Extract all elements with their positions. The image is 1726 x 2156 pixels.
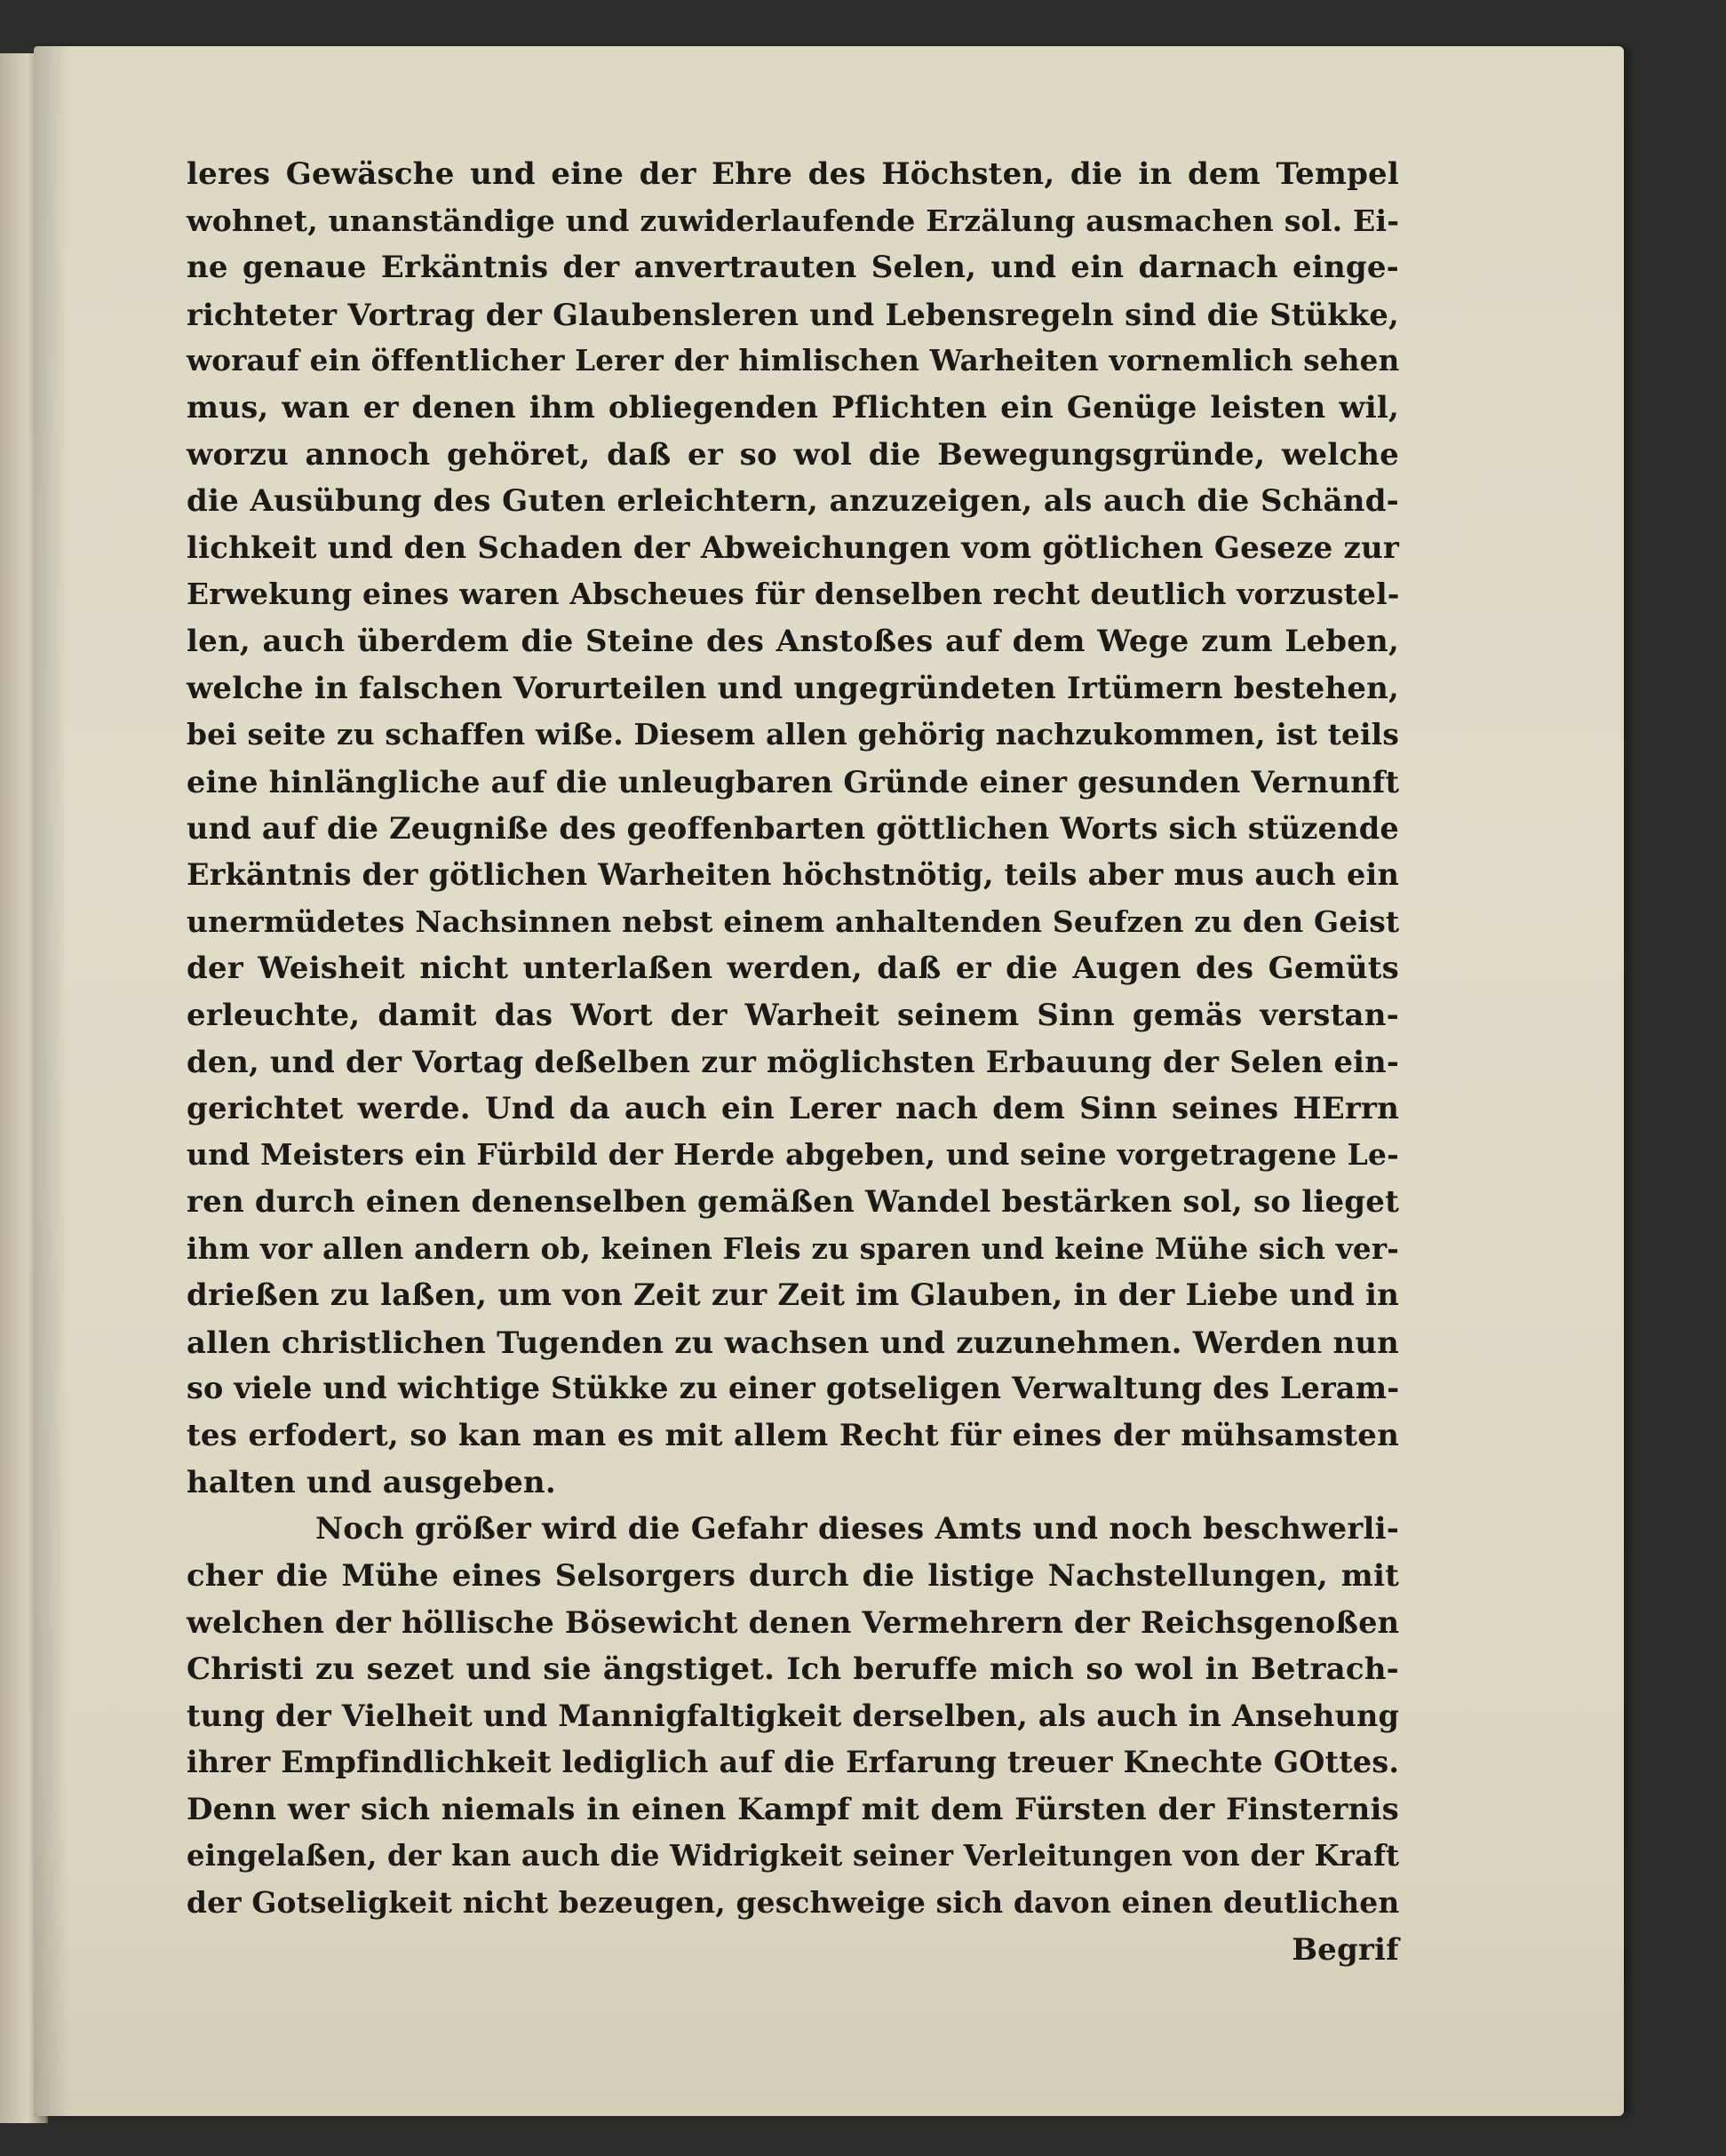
text-line: Christi zu sezet und sie ängstiget. Ich beruffe mich so wol in Betrach- [187,1651,1399,1687]
text-line: eingelaßen, der kan auch die Widrigkeit seiner Verleitungen von der Kraft [187,1839,1400,1874]
text-line: ne genaue Erkäntnis der anvertrauten Selen, und ein darnach einge- [187,250,1399,286]
text-line: ihrer Empfindlichkeit lediglich auf die Erfarung treuer Knechte GOttes. [187,1745,1400,1780]
text-line: gerichtet werde. Und da auch ein Lerer nach dem Sinn seines HErrn [187,1090,1399,1126]
text-line: bei seite zu schaffen wiße. Diesem allen gehörig nachzukommen, ist teils [187,717,1399,752]
text-line: cher die Mühe eines Selsorgers durch die listige Nachstellungen, mit [187,1557,1399,1594]
text-line: der Weisheit nicht unterlaßen werden, daß er die Augen des Gemüts [187,951,1399,987]
text-line: tung der Vielheit und Mannigfaltigkeit derselben, als auch in Ansehung [187,1698,1400,1733]
text-line: der Gotseligkeit nicht bezeugen, geschweige sich davon einen deutlichen [187,1884,1400,1920]
text-line: halten und ausgeben. [187,1464,556,1500]
text-line: worauf ein öffentlicher Lerer der himlischen Warheiten vornemlich sehen [187,343,1400,378]
text-line: unermüdetes Nachsinnen nebst einem anhaltenden Seufzen zu den Geist [187,903,1400,939]
text-line: ren durch einen denenselben gemäßen Wandel bestärken sol, so lieget [187,1184,1399,1221]
page-text [187,151,1399,1973]
text-line: und auf die Zeugniße des geoffenbarten göttlichen Worts sich stüzende [187,810,1399,847]
text-line: so viele und wichtige Stükke zu einer gotseligen Verwaltung des Leram- [187,1371,1400,1406]
text-line: erleuchte, damit das Wort der Warheit seinem Sinn gemäs verstan- [187,997,1399,1033]
spine-shadow [34,46,69,2116]
catchword: Begrif [1292,1931,1399,1968]
text-line: den, und der Vortag deßelben zur möglichsten Erbauung der Selen ein- [187,1044,1399,1080]
text-line: len, auch überdem die Steine des Anstoßes auf dem Wege zum Leben, [187,623,1399,659]
text-line: allen christlichen Tugenden zu wachsen und zuzunehmen. Werden nun [187,1324,1399,1360]
text-line: mus, wan er denen ihm obliegenden Pflichten ein Genüge leisten wil, [187,389,1399,426]
text-line: Erkäntnis der götlichen Warheiten höchstnötig, teils aber mus auch ein [187,856,1399,892]
text-line: drießen zu laßen, um von Zeit zur Zeit im Glauben, in der Liebe und in [187,1277,1400,1314]
text-line: welche in falschen Vorurteilen und ungegründeten Irtümern bestehen, [187,670,1399,706]
paragraph-2 [187,1506,1399,1926]
text-line: Erwekung eines waren Abscheues für denselben recht deutlich vorzustel- [187,577,1400,612]
text-line: die Ausübung des Guten erleichtern, anzuzeigen, als auch die Schänd- [187,483,1399,520]
text-line: Denn wer sich niemals in einen Kampf mit dem Fürsten der Finsternis [187,1791,1399,1827]
text-line: eine hinlängliche auf die unleugbaren Gründe einer gesunden Vernunft [187,763,1400,800]
text-line: und Meisters ein Fürbild der Herde abgeben, und seine vorgetragene Le- [187,1137,1399,1173]
text-line: worzu annoch gehöret, daß er so wol die Bewegungsgründe, welche [187,436,1399,473]
paragraph-1 [187,151,1399,1506]
text-line: leres Gewäsche und eine der Ehre des Höchsten, die in dem Tempel [187,156,1399,192]
text-line: welchen der höllische Bösewicht denen Vermehrern der Reichsgenoßen [187,1604,1400,1641]
text-line: lichkeit und den Schaden der Abweichungen vom götlichen Geseze zur [187,529,1400,566]
text-line: Noch größer wird die Gefahr dieses Amts und noch beschwerli- [315,1511,1399,1547]
text-line: ihm vor allen andern ob, keinen Fleis zu sparen und keine Mühe sich ver- [187,1230,1400,1266]
text-line: wohnet, unanständige und zuwiderlaufende Erzälung ausmachen sol. Ei- [187,203,1400,238]
text-line: richteter Vortrag der Glaubensleren und Lebensregeln sind die Stükke, [187,296,1399,332]
text-line: tes erfodert, so kan man es mit allem Recht für eines der mühsamsten [187,1418,1399,1454]
